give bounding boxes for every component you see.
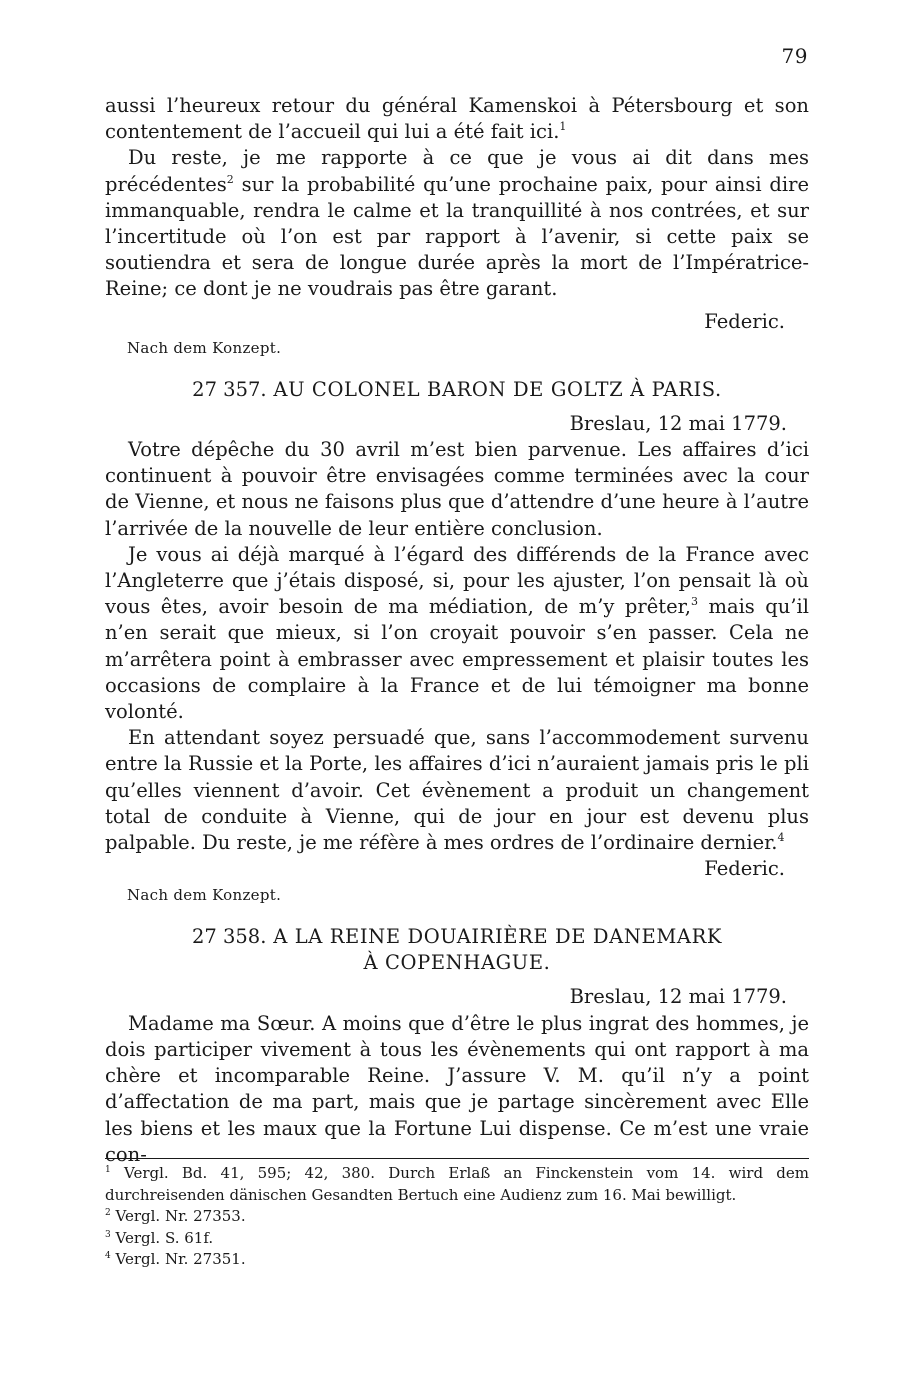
footnote: $^2$ Vergl. Nr. 27353. (105, 1207, 246, 1225)
footnote-ref[interactable]: 4 (777, 831, 785, 845)
footnote-ref[interactable]: 3 (691, 595, 698, 609)
source-note: Nach dem Konzept. (127, 338, 282, 357)
paragraph: Du reste, je me rapporte à ce que je vous ai dit dans mes précédentes$^2$ sur la probabilité qu’une prochaine paix, pour ainsi dire immanquable, rendra le calme et la tranquillité à nos contrées, et sur l’incertitude où l’on est par rapport à l’avenir, si cette paix se soutiendra et sera de longue durée après la mort de l’Impératrice-Reine; ce dont je ne voudrais pas être garant. (105, 146, 809, 301)
paragraph: En attendant soyez persuadé que, sans l’accommodement survenu entre la Russie et la Porte, les affaires d’ici n’auraient jamais pris le pli qu’elles viennent d’avoir. Cet évènement a produit un changement total de conduite à Vienne, qui de jour en jour est devenu plus palpable. Du reste, je me réfère à mes ordres de l’ordinaire dernier.$^4$ (105, 726, 809, 855)
letter-heading (105, 924, 809, 976)
source-note: Nach dem Konzept. (127, 886, 282, 905)
signature: Federic. (704, 309, 785, 333)
dateline: Breslau, 12 mai 1779. (569, 985, 787, 1009)
letter-title: A LA REINE DOUAIRIÈRE DE DANEMARK (273, 925, 723, 949)
letter-number: 27 357. (192, 377, 267, 401)
paragraph: aussi l’heureux retour du général Kamenskoi à Pétersbourg et son contentement de l’accueil qui lui a été fait ici.$^1$ (105, 94, 809, 144)
dateline: Breslau, 12 mai 1779. (569, 411, 787, 435)
main-text (105, 93, 809, 1168)
letter-title: AU COLONEL BARON DE GOLTZ À PARIS. (273, 377, 722, 401)
footnote: $^4$ Vergl. Nr. 27351. (105, 1250, 246, 1268)
signature: Federic. (704, 857, 785, 881)
paragraph: Je vous ai déjà marqué à l’égard des différends de la France avec l’Angleterre que j’étais disposé, si, pour les ajuster, l’on pensait là où vous êtes, avoir besoin de ma médiation, de m’y prêter,$^3$ mais qu’il n’en serait que mieux, si l’on croyait pouvoir s’en passer. Cela ne m’arrêtera point à embrasser avec empressement et plaisir toutes les occasions de complaire à la France et de lui témoigner ma bonne volonté. (105, 542, 809, 724)
letter-number: 27 358. (191, 925, 267, 949)
footnote-ref[interactable]: 2 (226, 172, 234, 186)
footnote-ref[interactable]: 1 (559, 120, 567, 134)
paragraph: Votre dépêche du 30 avril m’est bien parvenue. Les affaires d’ici continuent à pouvoir être envisagées comme terminées avec la cour de Vienne, et nous ne faisons plus que d’attendre d’une heure à l’autre l’arrivée de la nouvelle de leur entière conclusion. (105, 438, 809, 540)
paragraph: Madame ma Sœur. A moins que d’être le plus ingrat des hommes, je dois participer vivement à tous les évènements qui ont rapport à ma chère et incomparable Reine. J’assure V. M. qu’il n’y a point d’affectation de ma part, mais que je partage sincèrement avec Elle les biens et les maux que la Fortune Lui dispense. Ce m’est une vraie con- (105, 1011, 809, 1166)
footnote: $^1$ Vergl. Bd. 41, 595; 42, 380. Durch Erlaß an Finckenstein vom 14. wird dem durchreisenden dänischen Gesandten Bertuch eine Audienz zum 16. Mai bewilligt. (105, 1164, 809, 1204)
page-number: 79 (781, 44, 808, 68)
footnotes (105, 1158, 809, 1271)
letter-heading (105, 377, 809, 403)
letter-title-line2: À COPENHAGUE. (363, 951, 551, 975)
footnote: $^3$ Vergl. S. 61f. (105, 1228, 214, 1247)
